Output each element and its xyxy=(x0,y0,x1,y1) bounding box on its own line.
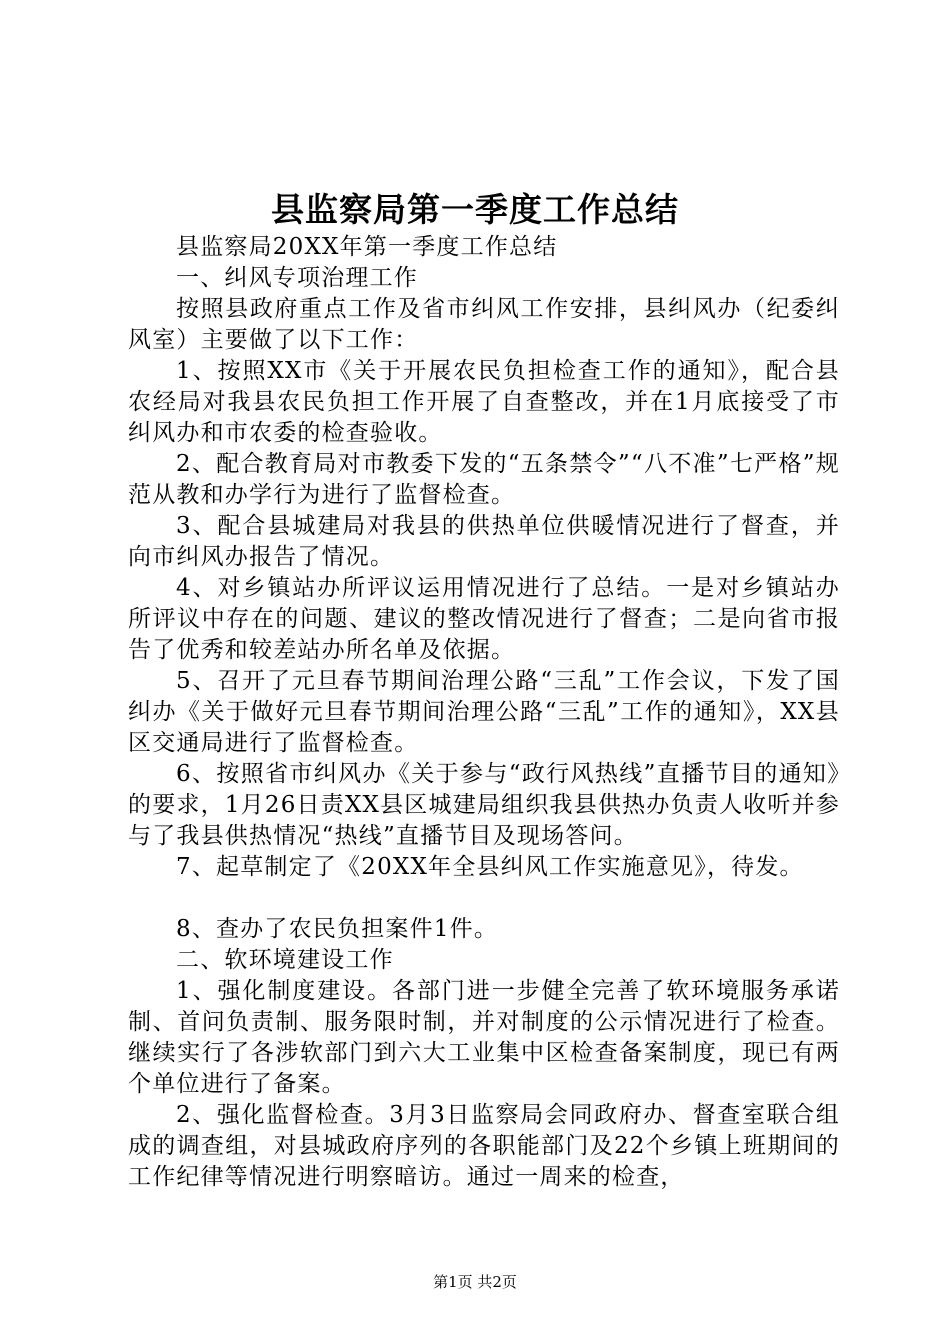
paragraph: 8、查办了农民负担案件1件。 xyxy=(176,916,499,942)
paragraph: 2、配合教育局对市教委下发的“五条禁令”“八不准”七严格”规范从教和办学行为进行了监督检查。 xyxy=(128,451,840,508)
paragraph: 5、召开了元旦春节期间治理公路“三乱”工作会议，下发了国纠办《关于做好元旦春节期间治理公路“三乱”工作的通知》，XX县区交通局进行了监督检查。 xyxy=(128,668,840,756)
section-heading-1: 一、纠风专项治理工作 xyxy=(176,265,418,291)
paragraph: 4、对乡镇站办所评议运用情况进行了总结。一是对乡镇站办所评议中存在的问题、建议的整改情况进行了督查；二是向省市报告了优秀和较差站办所名单及依据。 xyxy=(128,575,840,663)
document-title: 县监察局第一季度工作总结 xyxy=(271,190,679,229)
paragraph-spacer xyxy=(128,883,840,914)
paragraph: 7、起草制定了《20XX年全县纠风工作实施意见》，待发。 xyxy=(176,854,804,880)
paragraph: 3、配合县城建局对我县的供热单位供暖情况进行了督查，并向市纠风办报告了情况。 xyxy=(128,513,840,570)
paragraph: 6、按照省市纠风办《关于参与“政行风热线”直播节目的通知》的要求，1月26日责XX县区城建局组织我县供热办负责人收听并参与了我县供热情况“热线”直播节目及现场答问。 xyxy=(128,761,840,849)
paragraph-subtitle: 县监察局20XX年第一季度工作总结 xyxy=(176,234,558,260)
document-body xyxy=(128,232,840,1193)
section-heading-2: 二、软环境建设工作 xyxy=(176,947,394,973)
page-footer: 第1页 共2页 xyxy=(433,1273,517,1291)
paragraph: 2、强化监督检查。3月3日监察局会同政府办、督查室联合组成的调查组，对县城政府序列的各职能部门及22个乡镇上班期间的工作纪律等情况进行明察暗访。通过一周来的检查， xyxy=(128,1102,840,1190)
paragraph: 1、强化制度建设。各部门进一步健全完善了软环境服务承诺制、首问负责制、服务限时制，并对制度的公示情况进行了检查。继续实行了各涉软部门到六大工业集中区检查备案制度，现已有两个单位进行了备案。 xyxy=(128,978,840,1097)
paragraph: 按照县政府重点工作及省市纠风工作安排，县纠风办（纪委纠风室）主要做了以下工作： xyxy=(128,296,840,353)
paragraph: 1、按照XX市《关于开展农民负担检查工作的通知》，配合县农经局对我县农民负担工作开展了自查整改，并在1月底接受了市纠风办和市农委的检查验收。 xyxy=(128,358,840,446)
